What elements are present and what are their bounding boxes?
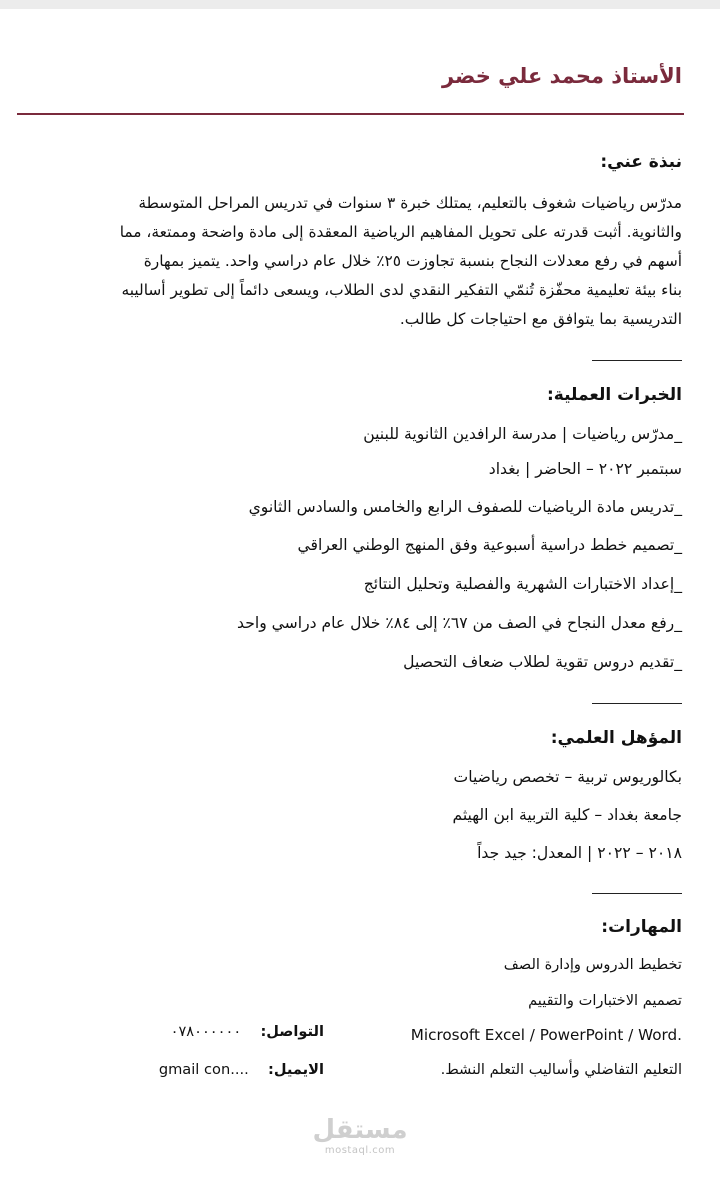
about-line: التدريسية بما يتوافق مع احتياجات كل طالب.: [399, 310, 682, 328]
section-separator: [592, 360, 682, 361]
about-line: والثانوية. أثبت قدرته على تحويل المفاهيم الرياضية المعقدة إلى مادة واضحة وممتعة، مما: [119, 223, 682, 241]
title-divider: [17, 113, 684, 115]
about-paragraph: [9, 189, 682, 334]
contact-email: [159, 1061, 324, 1078]
experience-heading: الخبرات العملية:: [547, 385, 682, 405]
phone-value: ٠٧٨٠٠٠٠٠٠: [170, 1023, 242, 1040]
skills-heading: المهارات:: [601, 917, 682, 937]
skill-item: تخطيط الدروس وإدارة الصف: [503, 956, 682, 973]
education-item: ٢٠١٨ – ٢٠٢٢ | المعدل: جيد جداً: [477, 844, 682, 862]
about-heading: نبذة عني:: [600, 152, 682, 172]
education-item: بكالوريوس تربية – تخصص رياضيات: [453, 768, 682, 786]
experience-item: سبتمبر ٢٠٢٢ – الحاضر | بغداد: [488, 460, 682, 478]
email-value: gmail con....: [158, 1061, 249, 1078]
watermark-brand: مستقل: [312, 1115, 408, 1145]
education-heading: المؤهل العلمي:: [550, 728, 682, 748]
contact-phone: [171, 1023, 324, 1040]
experience-item: _مدرّس رياضيات | مدرسة الرافدين الثانوية للبنين: [363, 425, 682, 443]
skill-item: التعليم التفاضلي وأساليب التعلم النشط.: [440, 1061, 682, 1078]
watermark-domain: mostaql.com: [324, 1145, 396, 1156]
section-separator: [592, 893, 682, 894]
about-line: أسهم في رفع معدلات النجاح بنسبة تجاوزت ٢٥٪ خلال عام دراسي واحد. يتميز بمهارة: [143, 252, 682, 270]
top-bar: [0, 0, 720, 9]
cv-page: [0, 9, 720, 1183]
about-line: بناء بيئة تعليمية محفّزة تُنمّي التفكير النقدي لدى الطلاب، ويسعى دائماً إلى تطوير أساليبه: [121, 281, 682, 299]
phone-label: التواصل:: [260, 1023, 324, 1040]
mostaql-watermark: [310, 1115, 410, 1157]
about-line: مدرّس رياضيات شغوف بالتعليم، يمتلك خبرة ٣ سنوات في تدريس المراحل المتوسطة: [138, 194, 682, 212]
skill-item-software: Microsoft Excel / PowerPoint / Word.: [410, 1026, 682, 1044]
experience-item: _رفع معدل النجاح في الصف من ٦٧٪ إلى ٨٤٪ خلال عام دراسي واحد: [237, 614, 682, 632]
cv-name-title: الأستاذ محمد علي خضر: [441, 64, 682, 88]
experience-item: _تدريس مادة الرياضيات للصفوف الرابع والخامس والسادس الثانوي: [248, 498, 682, 516]
experience-item: _إعداد الاختبارات الشهرية والفصلية وتحليل النتائج: [363, 575, 682, 593]
section-separator: [592, 703, 682, 704]
email-label: الايميل:: [268, 1061, 324, 1078]
experience-item: _تصميم خطط دراسية أسبوعية وفق المنهج الوطني العراقي: [297, 536, 682, 554]
skill-item: تصميم الاختبارات والتقييم: [528, 992, 682, 1009]
education-item: جامعة بغداد – كلية التربية ابن الهيثم: [452, 806, 682, 824]
experience-item: _تقديم دروس تقوية لطلاب ضعاف التحصيل: [403, 653, 682, 671]
